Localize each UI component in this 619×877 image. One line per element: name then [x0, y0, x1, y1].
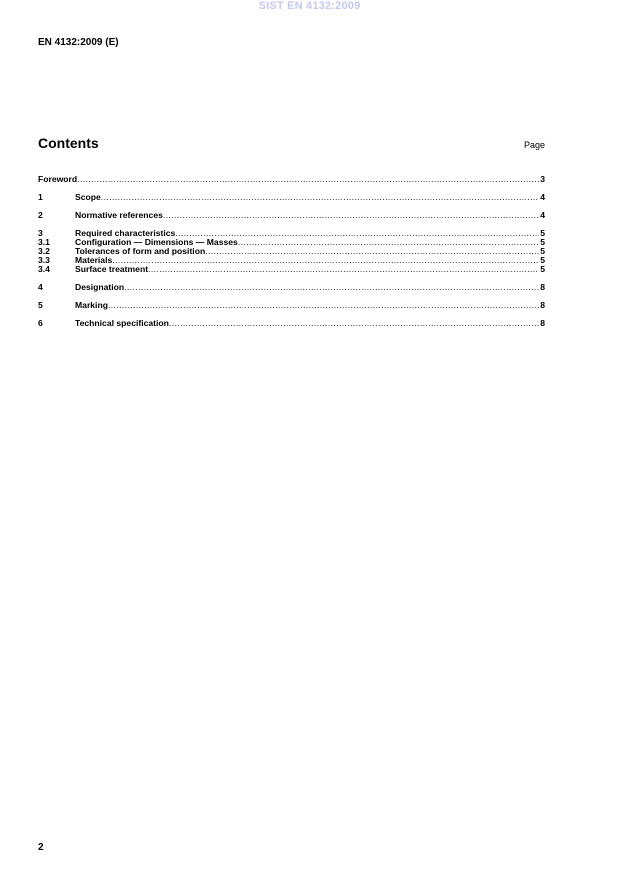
toc-entry-number: 3.4 — [38, 264, 50, 274]
toc-entry-2[interactable] — [38, 211, 545, 220]
toc-leader-dots — [108, 301, 539, 310]
document-id: EN 4132:2009 (E) — [38, 37, 119, 48]
toc-leader-dots — [238, 238, 539, 247]
toc-entry-3-2[interactable] — [38, 247, 545, 256]
toc-entry-number: 6 — [38, 318, 43, 328]
toc-leader-dots — [124, 283, 539, 292]
watermark: SIST EN 4132:2009 — [258, 0, 361, 12]
toc-entry-number: 4 — [38, 282, 43, 292]
toc-leader-dots — [148, 265, 539, 274]
toc-entry-title: Configuration — Dimensions — Masses — [75, 237, 238, 247]
toc-entry-foreword[interactable] — [38, 175, 545, 184]
toc-entry-page: 8 — [540, 282, 545, 292]
toc-entry-number: 3.3 — [38, 255, 50, 265]
toc-entry-4[interactable] — [38, 283, 545, 292]
toc-entry-title: Tolerances of form and position — [75, 246, 206, 256]
toc-leader-dots — [169, 319, 539, 328]
toc-entry-number: 3.2 — [38, 246, 50, 256]
toc-entry-page: 5 — [540, 237, 545, 247]
toc-entry-1[interactable] — [38, 193, 545, 202]
toc-leader-dots — [112, 256, 539, 265]
toc-entry-title: Normative references — [75, 210, 163, 220]
toc-entry-title: Technical specification — [75, 318, 169, 328]
toc-leader-dots — [205, 247, 539, 256]
toc-entry-5[interactable] — [38, 301, 545, 310]
page-column-label: Page — [523, 140, 545, 150]
toc-entry-page: 8 — [540, 300, 545, 310]
toc-leader-dots — [101, 193, 539, 202]
toc-leader-dots — [77, 175, 539, 184]
toc-entry-title: Designation — [75, 282, 125, 292]
toc-entry-page: 5 — [540, 255, 545, 265]
page-number: 2 — [38, 842, 44, 853]
contents-heading: Contents — [38, 135, 99, 151]
toc-entry-page: 4 — [540, 210, 545, 220]
toc-entry-number: 1 — [38, 192, 43, 202]
toc-entry-3-4[interactable] — [38, 265, 545, 274]
table-of-contents — [38, 175, 545, 328]
toc-entry-title: Materials — [75, 255, 113, 265]
toc-entry-page: 8 — [540, 318, 545, 328]
toc-entry-title: Marking — [75, 300, 108, 310]
toc-entry-number: 3.1 — [38, 237, 50, 247]
toc-leader-dots — [163, 211, 539, 220]
toc-entry-title: Required characteristics — [75, 228, 176, 238]
toc-entry-page: 4 — [540, 192, 545, 202]
toc-entry-page: 5 — [540, 246, 545, 256]
toc-entry-page: 5 — [540, 264, 545, 274]
toc-entry-number: 3 — [38, 228, 43, 238]
toc-entry-number: 5 — [38, 300, 43, 310]
toc-entry-title: Scope — [75, 192, 101, 202]
toc-entry-6[interactable] — [38, 319, 545, 328]
toc-entry-title: Foreword — [38, 174, 78, 184]
toc-entry-page: 3 — [540, 174, 545, 184]
toc-entry-title: Surface treatment — [75, 264, 149, 274]
toc-entry-number: 2 — [38, 210, 43, 220]
toc-entry-page: 5 — [540, 228, 545, 238]
